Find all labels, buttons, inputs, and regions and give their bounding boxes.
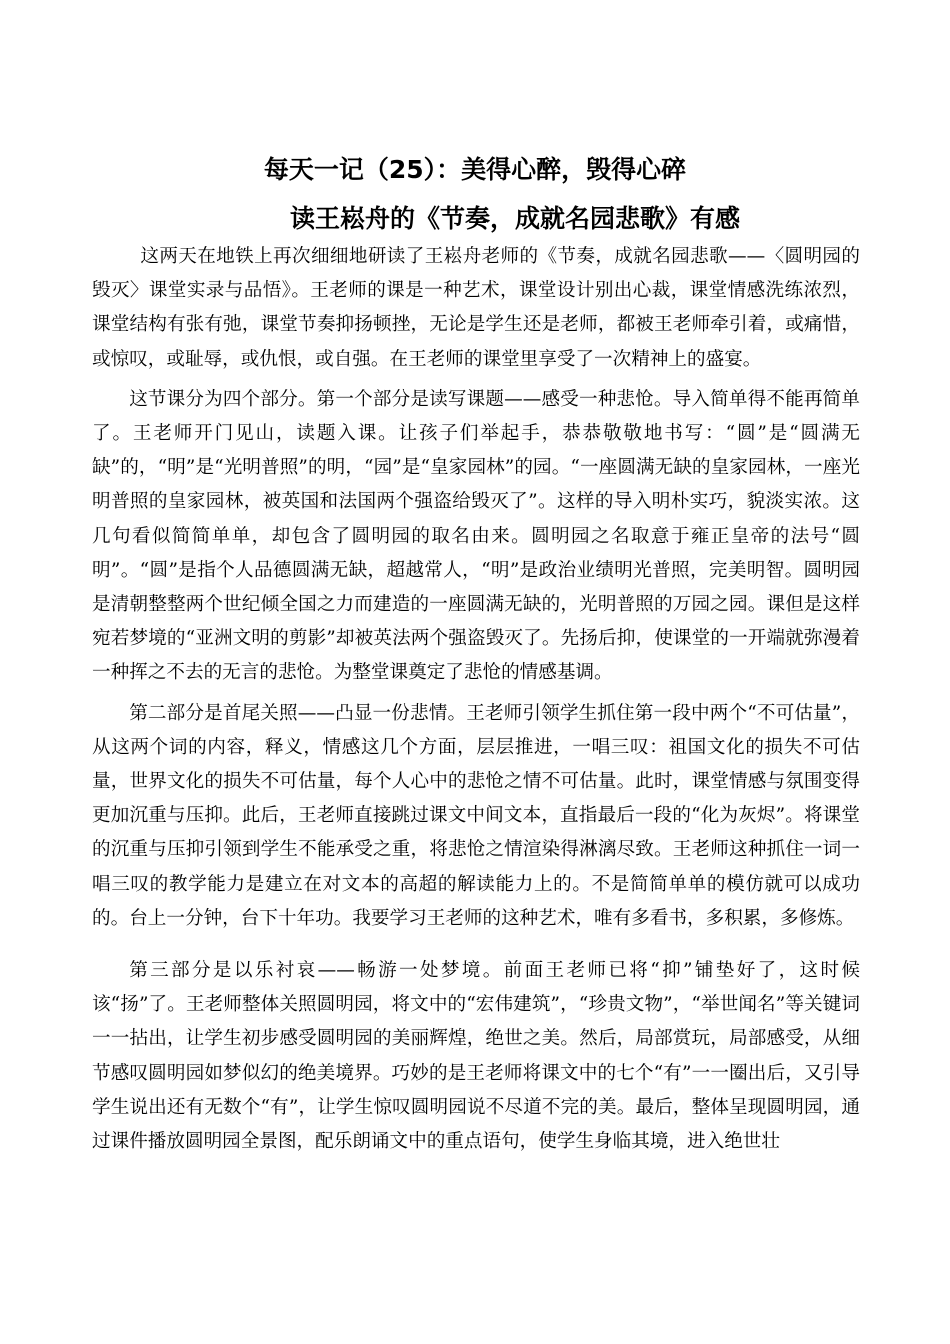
paragraph-2: 这节课分为四个部分。第一个部分是读写课题——感受一种悲怆。导入简单得不能再简单了。王老师开门见山，读题入课。让孩子们举起手，恭恭敬敬地书写：“圆”是“圆满无缺”的，“明”是“光明普照”的明，“园”是“皇家园林”的园。“一座圆满无缺的皇家园林，一座光明普照的皇家园林，被英国和法国两个强盗给毁灭了”。这样的导入明朴实巧，貌淡实浓。这几句看似简简单单，却包含了圆明园的取名由来。圆明园之名取意于雍正皇帝的法号“圆明”。“圆”是指个人品德圆满无缺，超越常人，“明”是政治业绩明光普照，完美明智。圆明园是清朝整整两个世纪倾全国之力而建造的一座圆满无缺的，光明普照的万园之园。课但是这样宛若梦境的“亚洲文明的剪影”却被英法两个强盗毁灭了。先扬后抑，使课堂的一开端就弥漫着一种挥之不去的无言的悲怆。为整堂课奠定了悲怆的情感基调。 [92,388,860,684]
document-body [92,240,860,1159]
document-title: 每天一记（25）：美得心醉，毁得心碎 [263,155,687,184]
paragraph-1: 这两天在地铁上再次细细地研读了王崧舟老师的《节奏，成就名园悲歌——〈圆明园的毁灭〉课堂实录与品悟》。王老师的课是一种艺术，课堂设计别出心裁，课堂情感洗练浓烈，课堂结构有张有弛，课堂节奏抑扬顿挫，无论是学生还是老师，都被王老师牵引着，或痛惜，或惊叹，或耻辱，或仇恨，或自强。在王老师的课堂里享受了一次精神上的盛宴。 [92,246,860,370]
document-subtitle: 读王崧舟的《节奏，成就名园悲歌》有感 [289,204,740,233]
paragraph-3: 第二部分是首尾关照——凸显一份悲情。王老师引领学生抓住第一段中两个“不可估量”，从这两个词的内容，释义，情感这几个方面，层层推进，一唱三叹：祖国文化的损失不可估量，世界文化的损失不可估量，每个人心中的悲怆之情不可估量。此时，课堂情感与氛围变得更加沉重与压抑。此后，王老师直接跳过课文中间文本，直指最后一段的“化为灰烬”。将课堂的沉重与压抑引领到学生不能承受之重，将悲怆之情渲染得淋漓尽致。王老师这种抓住一词一唱三叹的教学能力是建立在对文本的高超的解读能力上的。不是简简单单的模仿就可以成功的。台上一分钟，台下十年功。我要学习王老师的这种艺术，唯有多看书，多积累，多修炼。 [92,702,860,929]
paragraph-4: 第三部分是以乐衬哀——畅游一处梦境。前面王老师已将“抑”铺垫好了，这时候该“扬”了。王老师整体关照圆明园，将文中的“宏伟建筑”，“珍贵文物”，“举世闻名”等关键词一一拈出，让学生初步感受圆明园的美丽辉煌，绝世之美。然后，局部赏玩，局部感受，从细节感叹圆明园如梦似幻的绝美境界。巧妙的是王老师将课文中的七个“有”一一圈出后，又引导学生说出还有无数个“有”，让学生惊叹圆明园说不尽道不完的美。最后，整体呈现圆明园，通过课件播放圆明园全景图，配乐朗诵文中的重点语句，使学生身临其境，进入绝世壮 [92,960,860,1153]
